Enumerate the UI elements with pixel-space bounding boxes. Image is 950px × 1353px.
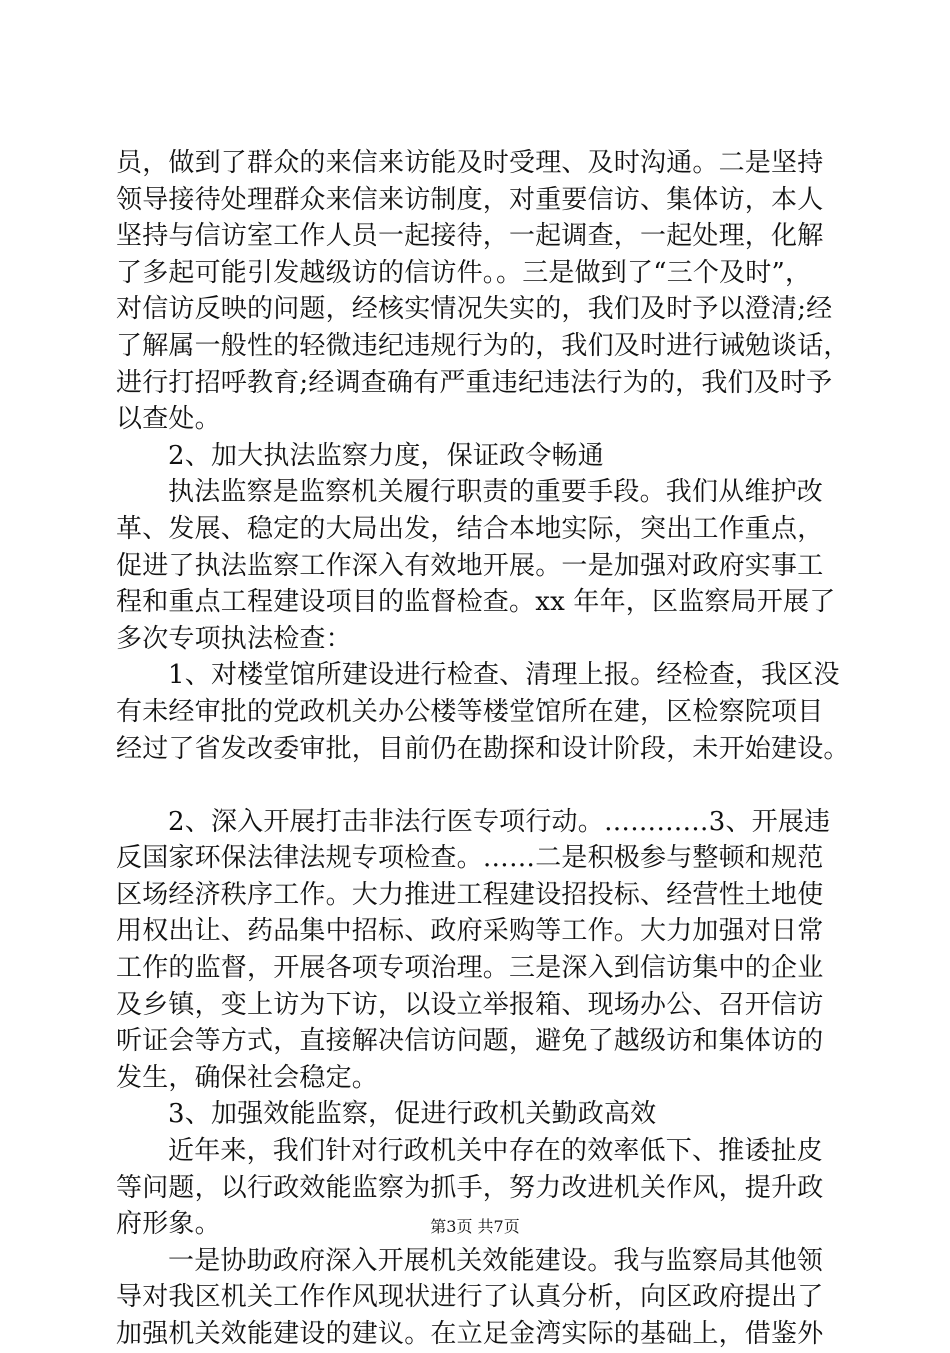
paragraph-line: 2、加大执法监察力度，保证政令畅通 [168,440,604,471]
paragraph-line: 程和重点工程建设项目的监督检查。xx 年年，区监察局开展了 [116,587,836,618]
blank-line [116,767,836,804]
paragraph-line: 执法监察是监察机关履行职责的重要手段。我们从维护改 [168,477,824,508]
paragraph-line: 有未经审批的党政机关办公楼等楼堂馆所在建，区检察院项目 [116,696,824,727]
paragraph-line: 工作的监督，开展各项专项治理。三是深入到信访集中的企业 [116,953,824,984]
paragraph-line: 领导接待处理群众来信来访制度，对重要信访、集体访，本人 [116,184,824,215]
paragraph-line: 发生，确保社会稳定。 [116,1062,379,1093]
paragraph-line: 一是协助政府深入开展机关效能建设。我与监察局其他领 [168,1245,824,1276]
paragraph-line: 区场经济秩序工作。大力推进工程建设招投标、经营性土地使 [116,879,824,910]
paragraph-line: 近年来，我们针对行政机关中存在的效率低下、推诿扯皮 [168,1136,824,1167]
paragraph-line: 经过了省发改委审批，目前仍在勘探和设计阶段，未开始建设。 [116,733,850,764]
document-body [116,145,850,1353]
paragraph-line: 促进了执法监察工作深入有效地开展。一是加强对政府实事工 [116,550,824,581]
paragraph-line: 导对我区机关工作作风现状进行了认真分析，向区政府提出了 [116,1282,824,1313]
paragraph-line: 听证会等方式，直接解决信访问题，避免了越级访和集体访的 [116,1026,824,1057]
paragraph-line: 员，做到了群众的来信来访能及时受理、及时沟通。二是坚持 [116,148,824,178]
paragraph-line: 1、对楼堂馆所建设进行检查、清理上报。经检查，我区没 [168,660,840,691]
paragraph-line: 进行打招呼教育;经调查确有严重违纪违法行为的，我们及时予 [116,367,833,398]
paragraph-line: 坚持与信访室工作人员一起接待，一起调查，一起处理，化解 [116,221,824,252]
paragraph-line: 多次专项执法检查： [116,623,352,654]
paragraph-line: 对信访反映的问题，经核实情况失实的，我们及时予以澄清;经 [116,294,833,325]
paragraph-line: 及乡镇，变上访为下访，以设立举报箱、现场办公、召开信访 [116,989,824,1020]
paragraph-line: 府形象。 [116,1209,221,1240]
paragraph-line: 3、加强效能监察，促进行政机关勤政高效 [168,1099,657,1130]
paragraph-line: 了解属一般性的轻微违纪违规行为的，我们及时进行诫勉谈话， [116,330,850,361]
paragraph-line: 加强机关效能建设的建议。在立足金湾实际的基础上，借鉴外 [116,1319,824,1349]
paragraph-line: 用权出让、药品集中招标、政府采购等工作。大力加强对日常 [116,916,824,947]
paragraph-line: 等问题，以行政效能监察为抓手，努力改进机关作风，提升政 [116,1172,824,1203]
paragraph-line: 了多起可能引发越级访的信访件。。三是做到了“三个及时”， [116,257,812,288]
page-footer: 第3页 共7页 [430,1217,520,1236]
paragraph-line: 革、发展、稳定的大局出发，结合本地实际，突出工作重点， [116,513,824,544]
paragraph-line: 反国家环保法律法规专项检查。……二是积极参与整顿和规范 [116,843,824,874]
paragraph-line: 2、深入开展打击非法行医专项行动。…………3、开展违 [168,806,831,837]
paragraph-line: 以查处。 [116,404,221,435]
